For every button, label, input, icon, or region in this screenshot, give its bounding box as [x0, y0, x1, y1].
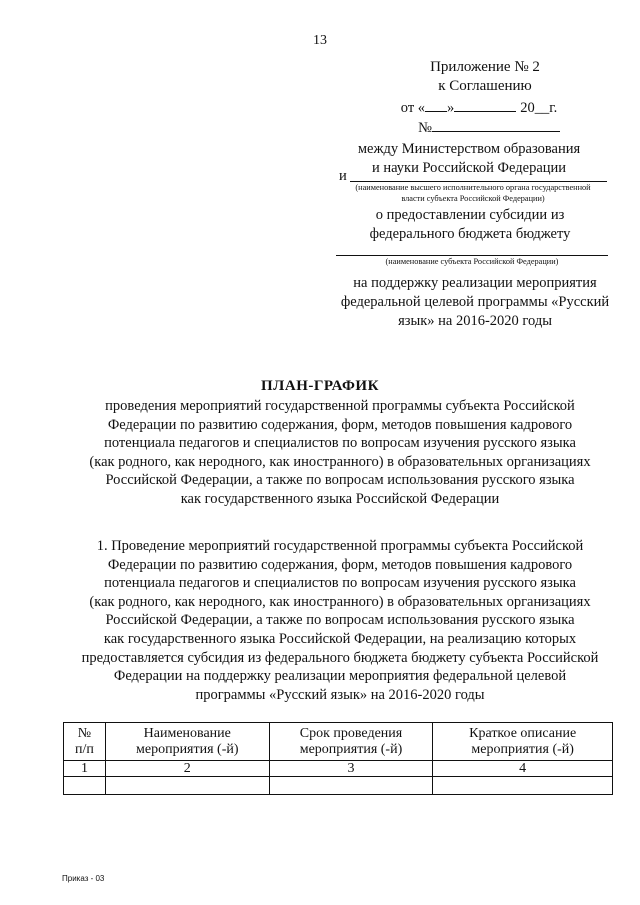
table-row — [64, 761, 613, 777]
table-header-row — [64, 723, 613, 761]
table-cell — [105, 777, 269, 795]
column-number-cell: 4 — [433, 761, 613, 777]
plan-title: ПЛАН-ГРАФИК — [261, 378, 379, 394]
section-line: 1. Проведение мероприятий государственной программы субъекта Российской — [96, 538, 584, 554]
page-number: 13 — [313, 33, 327, 48]
footer-order: Приказ - 03 — [62, 874, 105, 883]
column-number-cell: 2 — [105, 761, 269, 777]
header-period: Срок проведения мероприятия (-й) — [269, 723, 433, 761]
section-line: Федерации на поддержку реализации мероприятия федеральной целевой — [113, 668, 567, 685]
annex-title: Приложение № 2 — [430, 59, 540, 75]
table-cell — [269, 777, 433, 795]
plan-line: потенциала педагогов и специалистов по вопросам изучения русского языка — [104, 435, 576, 452]
section-line: Федерации по развитию содержания, форм, методов повышения кадрового — [107, 556, 573, 573]
date-mid: » — [447, 100, 455, 116]
authority-blank-line — [350, 181, 607, 182]
plan-line: Федерации по развитию содержания, форм, методов повышения кадрового — [107, 416, 573, 433]
table-cell — [64, 777, 106, 795]
and-prefix: и — [339, 168, 347, 184]
number-blank — [432, 118, 560, 132]
plan-line: как государственного языка Российской Федерации — [180, 490, 500, 507]
number-prefix: № — [418, 120, 432, 136]
table-row — [64, 777, 613, 795]
between-line-1: между Министерством образования — [357, 141, 581, 157]
support-line-1: на поддержку реализации мероприятия — [353, 275, 597, 291]
date-prefix: от « — [400, 100, 426, 116]
header-number: № п/п — [64, 723, 106, 761]
date-month-blank — [454, 98, 516, 112]
date-suffix: 20__г. — [520, 100, 558, 116]
plan-line: Российской Федерации, а также по вопросам использования русского языка — [105, 472, 575, 489]
header-name: Наименование мероприятия (-й) — [105, 723, 269, 761]
section-1 — [70, 537, 610, 704]
annex-number — [320, 118, 610, 138]
support-line-2: федеральной целевой программы «Русский — [340, 294, 610, 310]
header-description: Краткое описание мероприятия (-й) — [433, 723, 613, 761]
support-line-3: язык» на 2016-2020 годы — [398, 313, 552, 329]
section-line: программы «Русский язык» на 2016-2020 годы — [195, 686, 485, 703]
section-line: Российской Федерации, а также по вопросам использования русского языка — [105, 612, 575, 629]
annex-date — [320, 98, 610, 118]
plan-table — [63, 722, 613, 795]
annex-block — [320, 58, 610, 178]
annex-subtitle: к Соглашению — [438, 78, 532, 94]
column-number-cell: 1 — [64, 761, 106, 777]
between-line-2: и науки Российской Федерации — [371, 160, 567, 176]
column-number-cell: 3 — [269, 761, 433, 777]
table-cell — [433, 777, 613, 795]
authority-caption-1: (наименование высшего исполнительного органа государственной — [355, 183, 591, 192]
section-line: как государственного языка Российской Федерации, на реализацию которых — [103, 630, 577, 647]
subject-caption: (наименование субъекта Российской Федерации) — [385, 257, 559, 266]
plan-line: проведения мероприятий государственной программы субъекта Российской — [105, 398, 575, 414]
authority-caption-2: власти субъекта Российской Федерации) — [401, 194, 545, 203]
plan-line: (как родного, как неродного, как иностранного) в образовательных организациях — [89, 453, 591, 470]
subsidy-line-1: о предоставлении субсидии из — [375, 207, 565, 223]
subject-blank-line — [336, 255, 608, 256]
date-day-blank — [425, 98, 447, 112]
section-line: предоставляется субсидия из федерального бюджета бюджету субъекта Российской — [81, 649, 599, 666]
subsidy-line-2: федерального бюджета бюджету — [369, 226, 571, 242]
section-line: потенциала педагогов и специалистов по вопросам изучения русского языка — [104, 575, 576, 592]
plan-subtitle — [70, 397, 610, 509]
section-line: (как родного, как неродного, как иностранного) в образовательных организациях — [89, 593, 591, 610]
